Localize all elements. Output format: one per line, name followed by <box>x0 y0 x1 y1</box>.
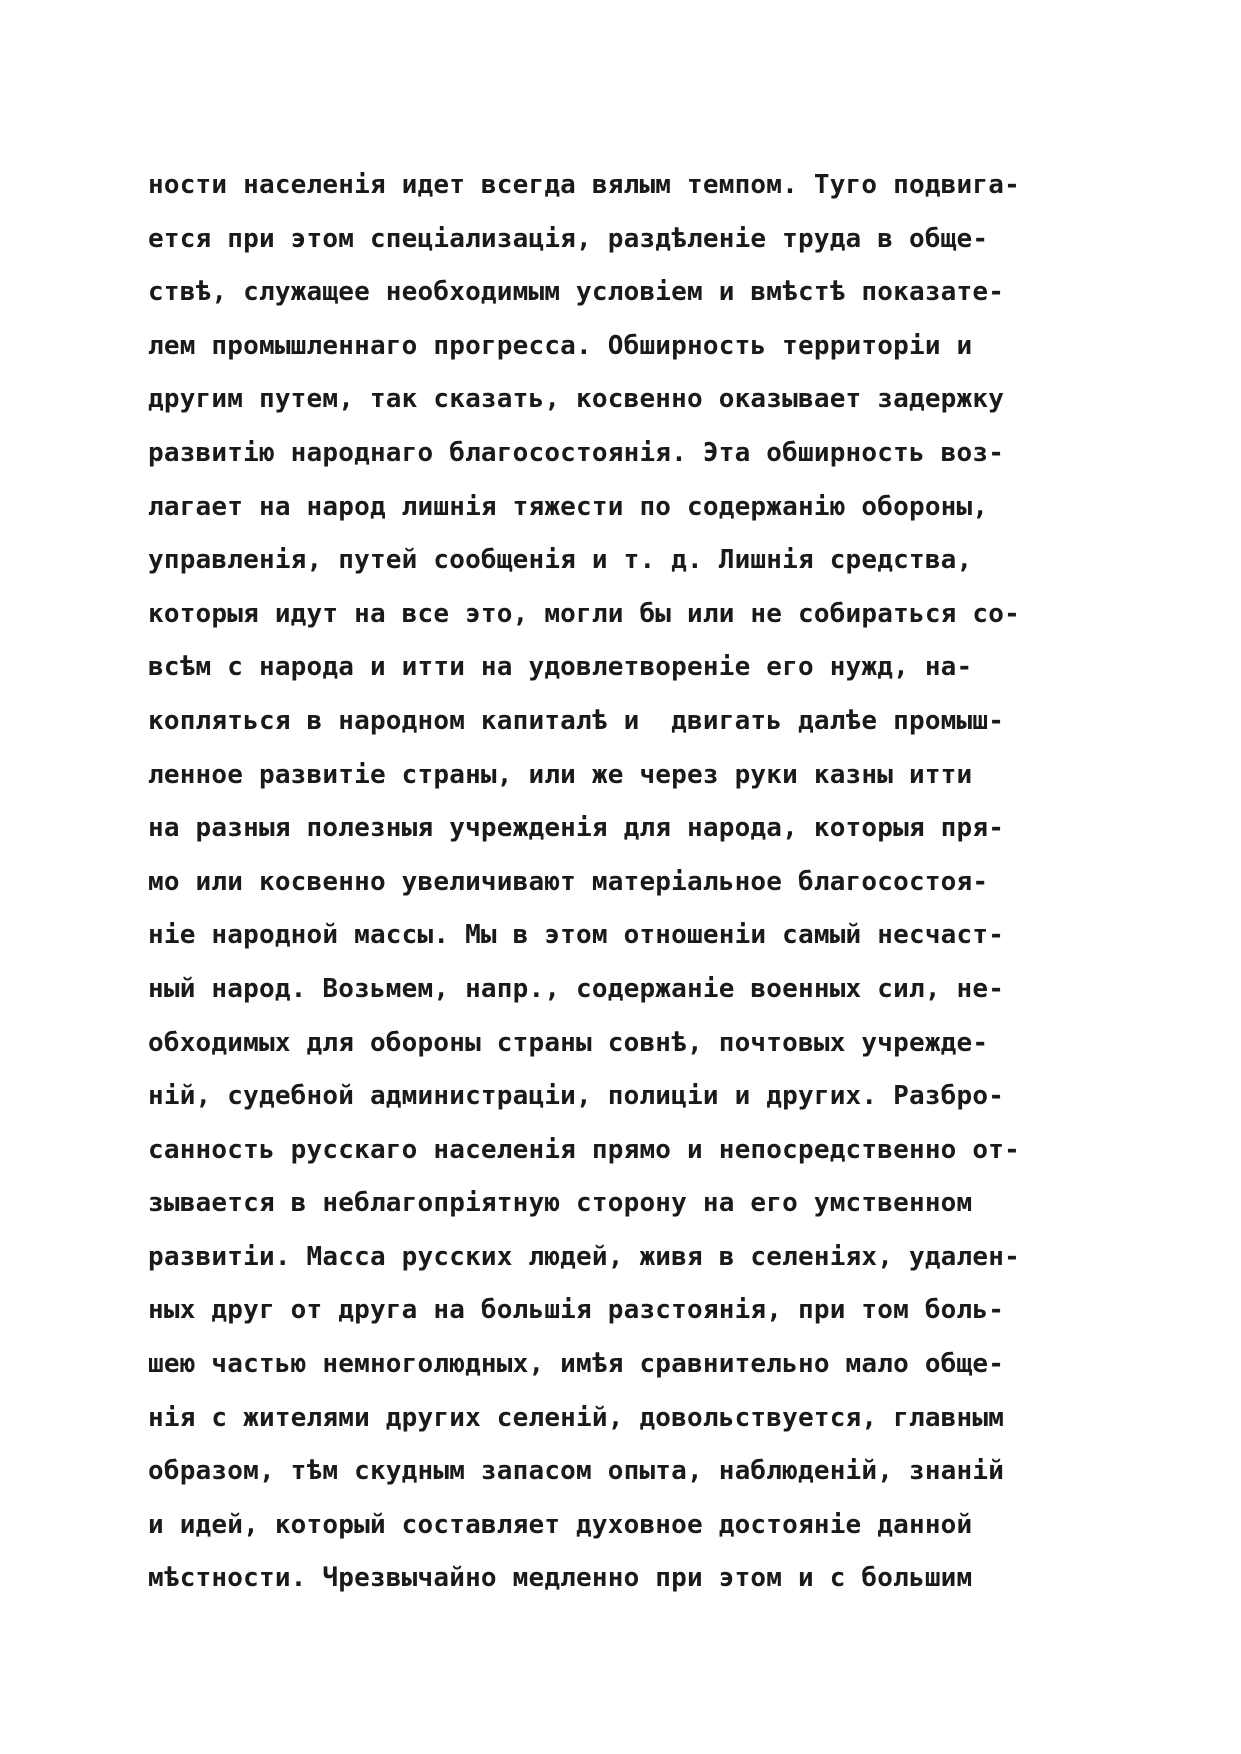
text-line: ных друг от друга на большія разстоянія, при том боль- <box>148 1295 1005 1326</box>
text-line: ется при этом спеціализація, раздѣленіе труда в обще- <box>148 223 989 254</box>
text-line: образом, тѣм скудным запасом опыта, наблюденій, знаній <box>148 1456 1005 1487</box>
text-line: и идей, который составляет духовное достояніе данной <box>148 1509 973 1540</box>
text-line: ній, судебной администраціи, полиціи и других. Разбро- <box>148 1081 1005 1112</box>
text-line: ности населенія идет всегда вялым темпом. Туго подвига- <box>148 170 1020 200</box>
text-line: копляться в народном капиталѣ и двигать далѣе промыш- <box>148 705 1005 736</box>
text-line: мѣстности. Чрезвычайно медленно при этом и с большим <box>148 1563 973 1594</box>
text-line: лем промышленнаго прогресса. Обширность территоріи и <box>148 330 973 361</box>
text-line: на разныя полезныя учрежденія для народа, которыя пря- <box>148 813 1005 844</box>
text-line: шею частью немноголюдных, имѣя сравнительно мало обще- <box>148 1349 1005 1380</box>
text-line: нія с жителями других селеній, довольствуется, главным <box>148 1402 1005 1433</box>
text-line: ный народ. Возьмем, напр., содержаніе военных сил, не- <box>148 973 1005 1004</box>
text-line: которыя идут на все это, могли бы или не собираться со- <box>148 598 1020 629</box>
text-line: другим путем, так сказать, косвенно оказывает задержку <box>148 384 1005 415</box>
text-line: ленное развитіе страны, или же через руки казны итти <box>148 759 973 790</box>
body-text <box>148 159 1108 1606</box>
text-line: зывается в неблагопріятную сторону на его умственном <box>148 1188 973 1219</box>
text-line: лагает на народ лишнія тяжести по содержанію обороны, <box>148 491 989 522</box>
text-line: ствѣ, служащее необходимым условіем и вмѣстѣ показате- <box>148 277 1005 308</box>
text-line: развитіи. Масса русских людей, живя в селеніях, удален- <box>148 1241 1020 1272</box>
text-line: управленія, путей сообщенія и т. д. Лишнія средства, <box>148 545 973 576</box>
text-line: санность русскаго населенія прямо и непосредственно от- <box>148 1134 1020 1165</box>
text-line: развитію народнаго благосостоянія. Эта обширность воз- <box>148 437 1005 468</box>
text-line: мо или косвенно увеличивают матеріальное благосостоя- <box>148 866 989 897</box>
text-line: всѣм с народа и итти на удовлетвореніе его нужд, на- <box>148 652 973 683</box>
text-line: ніе народной массы. Мы в этом отношеніи самый несчаст- <box>148 920 1005 951</box>
text-line: обходимых для обороны страны совнѣ, почтовых учрежде- <box>148 1027 989 1058</box>
